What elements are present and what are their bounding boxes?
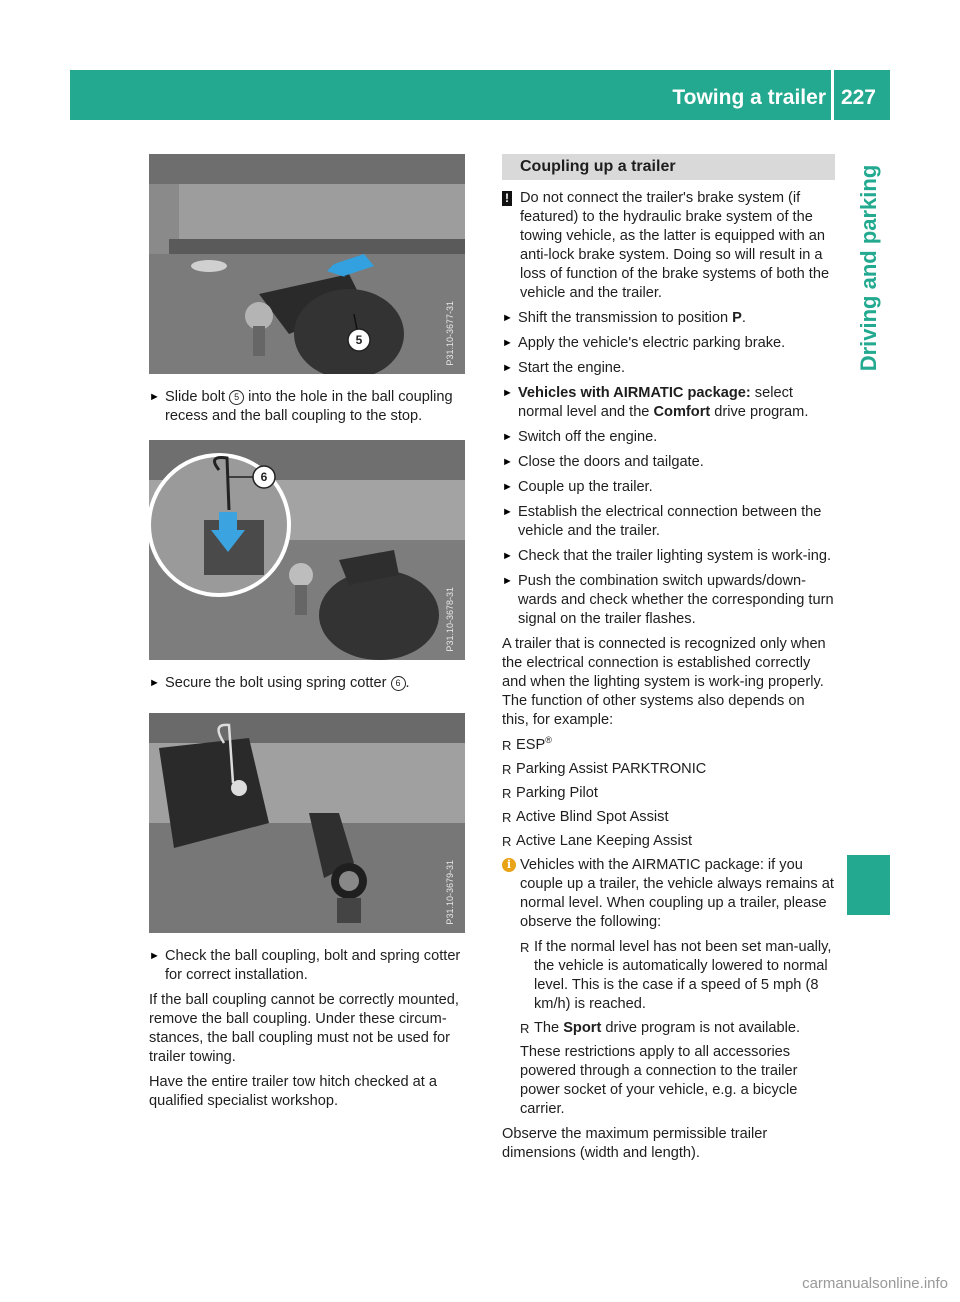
info-notice	[502, 856, 835, 932]
step	[502, 384, 835, 422]
step-arrow-icon: ►	[502, 431, 513, 443]
registered-mark: ®	[545, 735, 552, 746]
warning-text: Do not connect the trailer's brake system (if featured) to the hydraulic brake system of the towing vehicle, as the latter is equipped with an anti-lock brake system. Doing so will result in a loss of function of the brake systems of both the vehicle and the trailer.	[520, 190, 830, 301]
figure-check-installation	[149, 713, 465, 933]
figure-code: P31.10-3677-31	[445, 301, 455, 366]
list-item	[520, 938, 835, 1014]
step-text: Couple up the trailer.	[518, 479, 653, 495]
step-emphasis: P	[732, 310, 742, 326]
list-item-emphasis: Sport	[563, 1020, 602, 1036]
step-arrow-icon: ►	[502, 387, 513, 399]
info-text: Vehicles with the AIRMATIC package: if you couple up a trailer, the vehicle always remains at normal level. When coupling up a trailer, please observe the following:	[520, 857, 834, 930]
list-item	[520, 1019, 835, 1038]
bullet-icon: R	[502, 762, 512, 777]
header-title: Towing a trailer	[672, 86, 826, 109]
step-secure-bolt	[149, 674, 465, 693]
side-tab-marker	[847, 855, 890, 915]
paragraph: Have the entire trailer tow hitch checked at a qualified specialist workshop.	[149, 1074, 437, 1109]
step-text: into the hole in the ball coupling recess and the ball coupling to the stop.	[165, 389, 453, 424]
step-text: drive program.	[710, 404, 809, 420]
info-icon: i	[502, 858, 516, 872]
step	[502, 478, 835, 497]
step-text: Establish the electrical connection between the vehicle and the trailer.	[518, 504, 822, 539]
list-item-text: drive program is not available.	[601, 1020, 801, 1036]
list-item-text: ESP	[516, 737, 546, 753]
list-item	[502, 760, 835, 779]
bullet-icon: R	[520, 1021, 530, 1036]
figure-spring-cotter	[149, 440, 465, 660]
step-text: Shift the transmission to position	[518, 310, 733, 326]
bullet-icon: R	[502, 834, 512, 849]
step-text: Close the doors and tailgate.	[518, 454, 704, 470]
side-tab-label: Driving and parking	[855, 164, 881, 371]
step-arrow-icon: ►	[502, 575, 513, 587]
step-text: Start the engine.	[518, 360, 626, 376]
step-text: Slide bolt	[165, 389, 230, 405]
step-text: select normal level and the	[518, 385, 793, 420]
list-item	[502, 808, 835, 827]
bullet-icon: R	[502, 786, 512, 801]
step-text: Switch off the engine.	[518, 429, 658, 445]
step-arrow-icon: ►	[502, 312, 513, 324]
step	[502, 428, 835, 447]
list-item	[502, 736, 835, 755]
left-column	[149, 154, 465, 1117]
svg-text:5: 5	[355, 333, 363, 347]
step-arrow-icon: ►	[149, 391, 160, 403]
step	[502, 359, 835, 378]
step-arrow-icon: ►	[502, 362, 513, 374]
step	[502, 503, 835, 541]
bullet-icon: R	[502, 810, 512, 825]
footer-watermark[interactable]: carmanualsonline.info	[802, 1275, 948, 1292]
step-text: Apply the vehicle's electric parking brake.	[518, 335, 786, 351]
list-item-text: Parking Assist PARKTRONIC	[516, 761, 707, 777]
paragraph: If the ball coupling cannot be correctly mounted, remove the ball coupling. Under these circum-stances, the ball coupling must not be used for trailer towing.	[149, 992, 459, 1065]
list-item-text: Active Lane Keeping Assist	[516, 833, 693, 849]
paragraph: Observe the maximum permissible trailer dimensions (width and length).	[502, 1126, 768, 1161]
step-emphasis: Vehicles with AIRMATIC package:	[518, 385, 751, 401]
side-tab	[847, 120, 890, 415]
warning-icon: !	[502, 191, 512, 206]
callout-6: 6	[391, 676, 406, 691]
step-arrow-icon: ►	[149, 950, 160, 962]
warning-notice	[502, 189, 835, 303]
header-bar	[70, 70, 890, 120]
list-item-text: The	[534, 1020, 564, 1036]
step-check-coupling	[149, 947, 465, 985]
step-arrow-icon: ►	[502, 550, 513, 562]
step-arrow-icon: ►	[502, 506, 513, 518]
bullet-icon: R	[502, 738, 512, 753]
callout-5: 5	[229, 390, 244, 405]
figure-ball-coupling-bolt	[149, 154, 465, 374]
step-text: .	[405, 675, 410, 691]
step-text: Push the combination switch upwards/down-wards and check whether the corresponding turn signal on the trailer flashes.	[518, 573, 834, 627]
list-item-text: If the normal level has not been set man-ually, the vehicle is automatically lowered to normal level. This is the case if a speed of 5 mph (8 km/h) is reached.	[534, 939, 832, 1012]
step	[502, 334, 835, 353]
step	[502, 547, 835, 566]
list-item-text: Active Blind Spot Assist	[516, 809, 669, 825]
step-slide-bolt	[149, 388, 465, 426]
page-number: 227	[840, 86, 876, 109]
step-arrow-icon: ►	[149, 677, 160, 689]
header-separator	[831, 70, 834, 120]
step	[502, 572, 835, 629]
step-arrow-icon: ►	[502, 481, 513, 493]
figure-code: P31.10-3678-31	[445, 587, 455, 652]
paragraph: A trailer that is connected is recognized only when the electrical connection is established correctly and when the lighting system is work-ing properly. The function of other systems also depends on this, for example:	[502, 636, 826, 728]
section-title: Coupling up a trailer	[502, 154, 835, 180]
list-item	[502, 832, 835, 851]
paragraph: These restrictions apply to all accessories powered through a connection to the trailer power socket of your vehicle, e.g. a bicycle carrier.	[520, 1044, 798, 1117]
step-text: Check that the trailer lighting system is work-ing.	[518, 548, 832, 564]
step-text: Secure the bolt using spring cotter	[165, 675, 391, 691]
step-text: .	[741, 310, 746, 326]
list-item-text: Parking Pilot	[516, 785, 598, 801]
step-emphasis: Comfort	[653, 404, 711, 420]
svg-text:6: 6	[260, 470, 268, 484]
right-column	[502, 154, 835, 1169]
figure-code: P31.10-3679-31	[445, 860, 455, 925]
bullet-icon: R	[520, 940, 530, 955]
step-arrow-icon: ►	[502, 456, 513, 468]
list-item	[502, 784, 835, 803]
step-text: Check the ball coupling, bolt and spring cotter for correct installation.	[165, 948, 461, 983]
step	[502, 453, 835, 472]
step-arrow-icon: ►	[502, 337, 513, 349]
step	[502, 309, 835, 328]
